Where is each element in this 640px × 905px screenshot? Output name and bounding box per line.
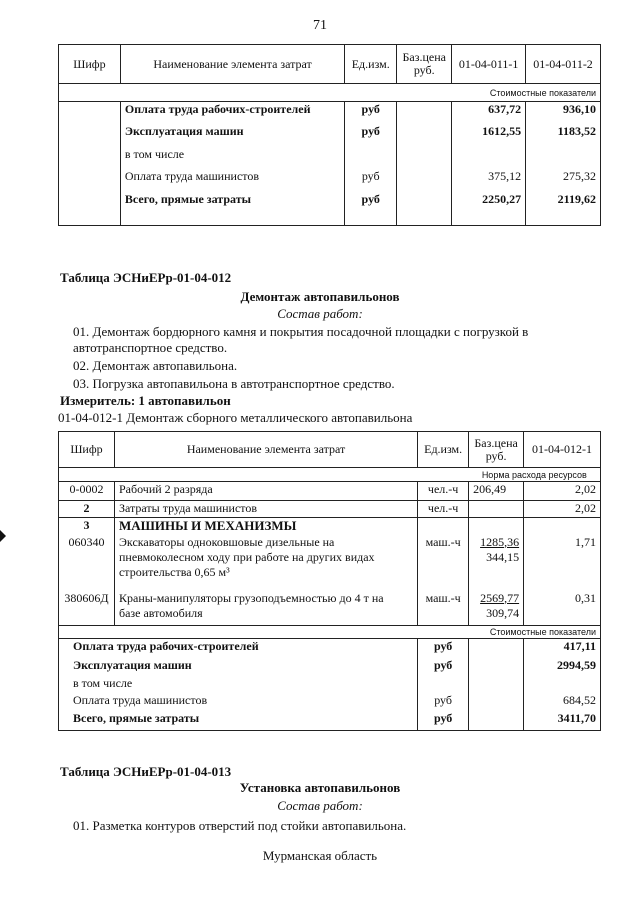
row-value-2: 1183,52 <box>526 124 601 147</box>
header-code: Шифр <box>59 45 121 84</box>
row-unit: руб <box>345 192 397 226</box>
row-unit: руб <box>345 124 397 147</box>
row-code: 2 <box>59 501 115 518</box>
table-row <box>59 169 601 192</box>
header-price: Баз.цена руб. <box>397 45 452 84</box>
row-value-2: 275,32 <box>526 169 601 192</box>
row-name-line: базе автомобиля <box>118 605 203 620</box>
row-value-2: 2119,62 <box>526 192 601 226</box>
row-value: 2,02 <box>524 501 601 518</box>
row-name: в том числе <box>120 147 344 169</box>
table-row <box>59 535 601 591</box>
row-price: 206,49 <box>469 482 524 501</box>
row-unit: руб <box>345 169 397 192</box>
total-row <box>59 693 601 711</box>
header-name: Наименование элемента затрат <box>120 45 344 84</box>
group-code: 3 <box>59 518 115 535</box>
row-value: 684,52 <box>524 693 601 711</box>
subheader-cost: Стоимостные показатели <box>59 626 601 639</box>
row-unit: руб <box>418 711 469 731</box>
row-name-line: строительства 0,65 м³ <box>118 564 230 579</box>
row-unit: руб <box>418 658 469 676</box>
row-unit: руб <box>418 693 469 711</box>
row-name: Рабочий 2 разряда <box>114 482 417 501</box>
work-line: 02. Демонтаж автопавильона. <box>73 358 238 373</box>
table-row <box>59 482 601 501</box>
row-name-line: Экскаваторы одноковшовые дизельные на <box>118 534 335 549</box>
row-name: Всего, прямые затраты <box>120 192 344 226</box>
group-row <box>59 518 601 535</box>
table-row <box>59 147 601 169</box>
cost-table-011 <box>58 44 601 226</box>
table-row <box>59 501 601 518</box>
row-unit: чел.-ч <box>418 482 469 501</box>
row-value: 0,31 <box>524 591 601 626</box>
header-unit: Ед.изм. <box>418 432 469 468</box>
section-heading-012: Демонтаж автопавильонов <box>240 289 400 304</box>
row-value: 2,02 <box>524 482 601 501</box>
row-name: Всего, прямые затраты <box>59 711 418 731</box>
row-unit: маш.-ч <box>418 535 469 591</box>
row-name: Оплата труда машинистов <box>120 169 344 192</box>
row-name: Оплата труда рабочих-строителей <box>59 639 418 658</box>
row-unit: руб <box>418 639 469 658</box>
row-price: 1285,36 <box>480 534 520 549</box>
section-heading-013: Установка автопавильонов <box>239 780 401 795</box>
row-price-2: 309,74 <box>486 605 520 620</box>
subheader-norm: Норма расхода ресурсов <box>469 468 601 482</box>
row-price: 2569,77 <box>480 590 520 605</box>
footer-region: Мурманская область <box>262 848 378 863</box>
work-line: 03. Погрузка автопавильона в автотранспортное средство. <box>73 376 395 391</box>
row-name <box>114 535 417 591</box>
header-unit: Ед.изм. <box>345 45 397 84</box>
margin-mark <box>0 530 6 542</box>
page-number: 71 <box>313 18 327 33</box>
row-code: 380606Д <box>59 591 115 626</box>
header-col-011-2: 01-04-011-2 <box>526 45 601 84</box>
row-value-1: 375,12 <box>452 169 526 192</box>
work-title-012: Состав работ: <box>277 306 363 321</box>
row-value: 3411,70 <box>524 711 601 731</box>
row-name-line: Краны-манипуляторы грузоподъемностью до 4 т на <box>118 590 384 605</box>
table-row <box>59 591 601 626</box>
row-name: в том числе <box>59 676 418 693</box>
row-code: 060340 <box>59 535 115 591</box>
total-row <box>59 676 601 693</box>
work-line: 01. Демонтаж бордюрного камня и покрытия посадочной площадки с погрузкой в <box>73 324 529 339</box>
row-value: 1,71 <box>524 535 601 591</box>
row-value: 417,11 <box>524 639 601 658</box>
row-unit: маш.-ч <box>418 591 469 626</box>
group-name: МАШИНЫ И МЕХАНИЗМЫ <box>114 518 417 535</box>
row-unit: чел.-ч <box>418 501 469 518</box>
row-code: 0-0002 <box>59 482 115 501</box>
header-col-012-1: 01-04-012-1 <box>524 432 601 468</box>
table-row <box>59 124 601 147</box>
header-col-011-1: 01-04-011-1 <box>452 45 526 84</box>
row-value-1: 1612,55 <box>452 124 526 147</box>
table-title-013: Таблица ЭСНиЕРр-01-04-013 <box>60 764 232 779</box>
row-name: Эксплуатация машин <box>59 658 418 676</box>
row-name: Оплата труда рабочих-строителей <box>120 102 344 124</box>
table-row <box>59 192 601 226</box>
header-name: Наименование элемента затрат <box>114 432 417 468</box>
item-title: 01-04-012-1 Демонтаж сборного металлического автопавильона <box>58 410 413 425</box>
row-name: Эксплуатация машин <box>120 124 344 147</box>
row-name: Затраты труда машинистов <box>114 501 417 518</box>
table-title-012: Таблица ЭСНиЕРр-01-04-012 <box>60 270 232 285</box>
row-name: Оплата труда машинистов <box>59 693 418 711</box>
work-line: 01. Разметка контуров отверстий под стойки автопавильона. <box>73 818 407 833</box>
header-price: Баз.цена руб. <box>469 432 524 468</box>
norm-table-012 <box>58 431 601 731</box>
row-value: 2994,59 <box>524 658 601 676</box>
header-code: Шифр <box>59 432 115 468</box>
total-row <box>59 711 601 731</box>
row-name <box>114 591 417 626</box>
total-row <box>59 658 601 676</box>
table-row <box>59 102 601 124</box>
total-row <box>59 639 601 658</box>
row-price-2: 344,15 <box>486 549 520 564</box>
row-name-line: пневмоколесном ходу при работе на других видах <box>118 549 375 564</box>
row-value-1: 2250,27 <box>452 192 526 226</box>
meter-label: Измеритель: 1 автопавильон <box>60 393 231 408</box>
row-value-2: 936,10 <box>526 102 601 124</box>
work-line: автотранспортное средство. <box>73 340 228 355</box>
work-title-013: Состав работ: <box>277 798 363 813</box>
row-unit: руб <box>345 102 397 124</box>
row-value-1: 637,72 <box>452 102 526 124</box>
subheader-cost: Стоимостные показатели <box>59 84 601 102</box>
